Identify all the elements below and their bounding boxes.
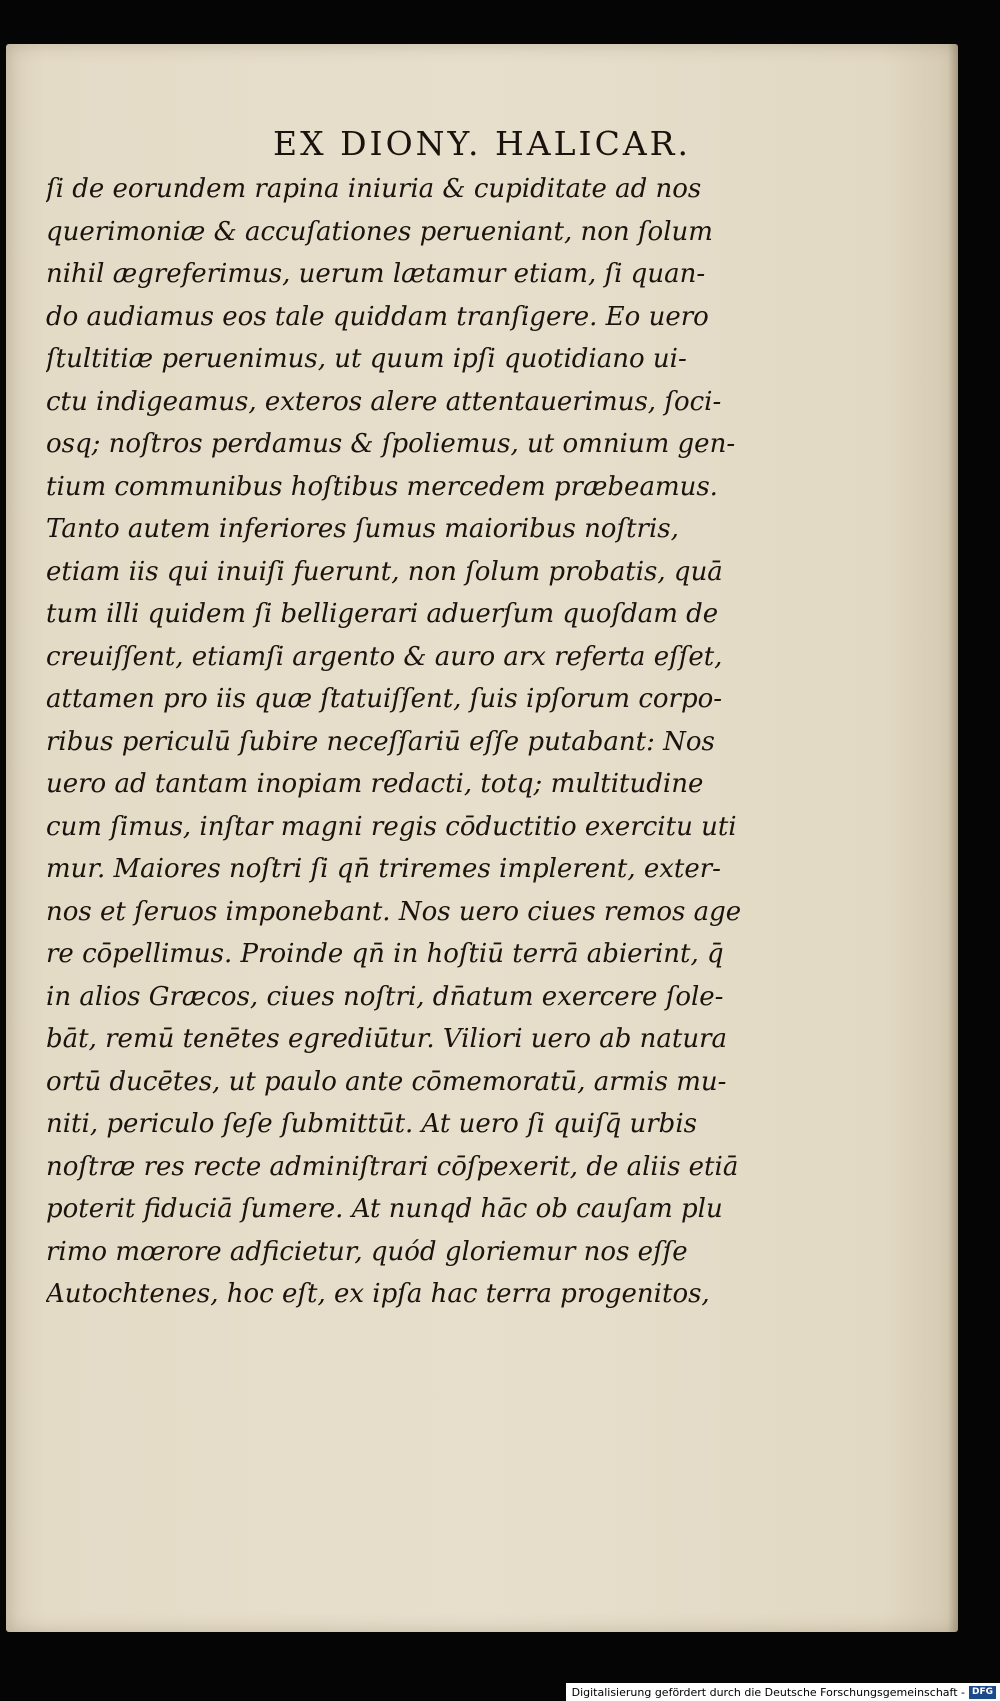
text-line: ctu indigeamus, exteros alere attentauerimus, ſoci- [46, 386, 722, 417]
text-line: rimo mœrore adficietur, quód gloriemur nos eſſe [46, 1236, 688, 1267]
text-line: Tanto autem inferiores ſumus maioribus noſtris, [46, 514, 679, 544]
text-line: ſi de eorundem rapina iniuria & cupiditate ad nos [46, 174, 702, 204]
text-line: querimoniæ & accuſationes perueniant, non ſolum [46, 216, 713, 247]
text-line: poterit fiduciā ſumere. At nunqd hāc ob cauſam plu [46, 1194, 723, 1224]
text-line: bāt, remū tenētes egrediūtur. Viliori uero ab natura [46, 1024, 728, 1054]
text-line: cum ſimus, inſtar magni regis cōductitio exercitu uti [46, 811, 737, 842]
running-head: EX DIONY. HALICAR. [273, 124, 691, 163]
dfg-logo: DFG [969, 1686, 996, 1699]
text-line: niti, periculo ſeſe ſubmittūt. At uero ſi quiſq̄ urbis [46, 1109, 697, 1139]
text-line: creuiſſent, etiamſi argento & auro arx referta eſſet, [46, 641, 723, 672]
text-line: nos et ſeruos imponebant. Nos uero ciues remos age [46, 896, 742, 927]
text-line: do audiamus eos tale quiddam tranſigere. Eo uero [46, 301, 709, 332]
text-line: nihil ægreferimus, uerum lætamur etiam, ſi quan- [46, 259, 706, 289]
text-line: noſtræ res recte adminiſtrari cōſpexerit, de aliis etiā [46, 1151, 739, 1182]
text-line: ſtultitiæ peruenimus, ut quum ipſi quotidiano ui- [46, 344, 687, 374]
text-line: tum illi quidem ſi belligerari aduerſum quoſdam de [46, 599, 719, 629]
text-line: mur. Maiores noſtri ſi qn̄ triremes implerent, exter- [46, 854, 721, 884]
text-line: ortū ducētes, ut paulo ante cōmemoratū, armis mu- [46, 1066, 727, 1097]
text-line: attamen pro iis quæ ſtatuiſſent, ſuis ipſorum corpo- [46, 684, 723, 714]
book-page [6, 44, 958, 1632]
text-line: osq; noſtros perdamus & ſpoliemus, ut omnium gen- [46, 429, 736, 459]
text-line: etiam iis qui inuiſi fuerunt, non ſolum probatis, quā [46, 556, 723, 587]
page-edge-shadow [948, 44, 958, 1632]
credit-text: Digitalisierung gefördert durch die Deutsche Forschungsgemeinschaft - [571, 1685, 965, 1699]
text-line: in alios Græcos, ciues noſtri, dn̄atum exercere ſole- [46, 981, 724, 1012]
text-line: tium communibus hoſtibus mercedem præbeamus. [46, 471, 718, 502]
text-line: Autochtenes, hoc eſt, ex ipſa hac terra progenitos, [46, 1279, 710, 1309]
text-line: re cōpellimus. Proinde qn̄ in hoſtiū terrā abierint, q̄ [46, 939, 724, 969]
body-text [46, 168, 746, 1316]
digitization-credit [566, 1683, 1000, 1701]
text-line: uero ad tantam inopiam redacti, totq; multitudine [46, 769, 704, 799]
text-line: ribus periculū ſubire neceſſariū eſſe putabant: Nos [46, 726, 715, 757]
